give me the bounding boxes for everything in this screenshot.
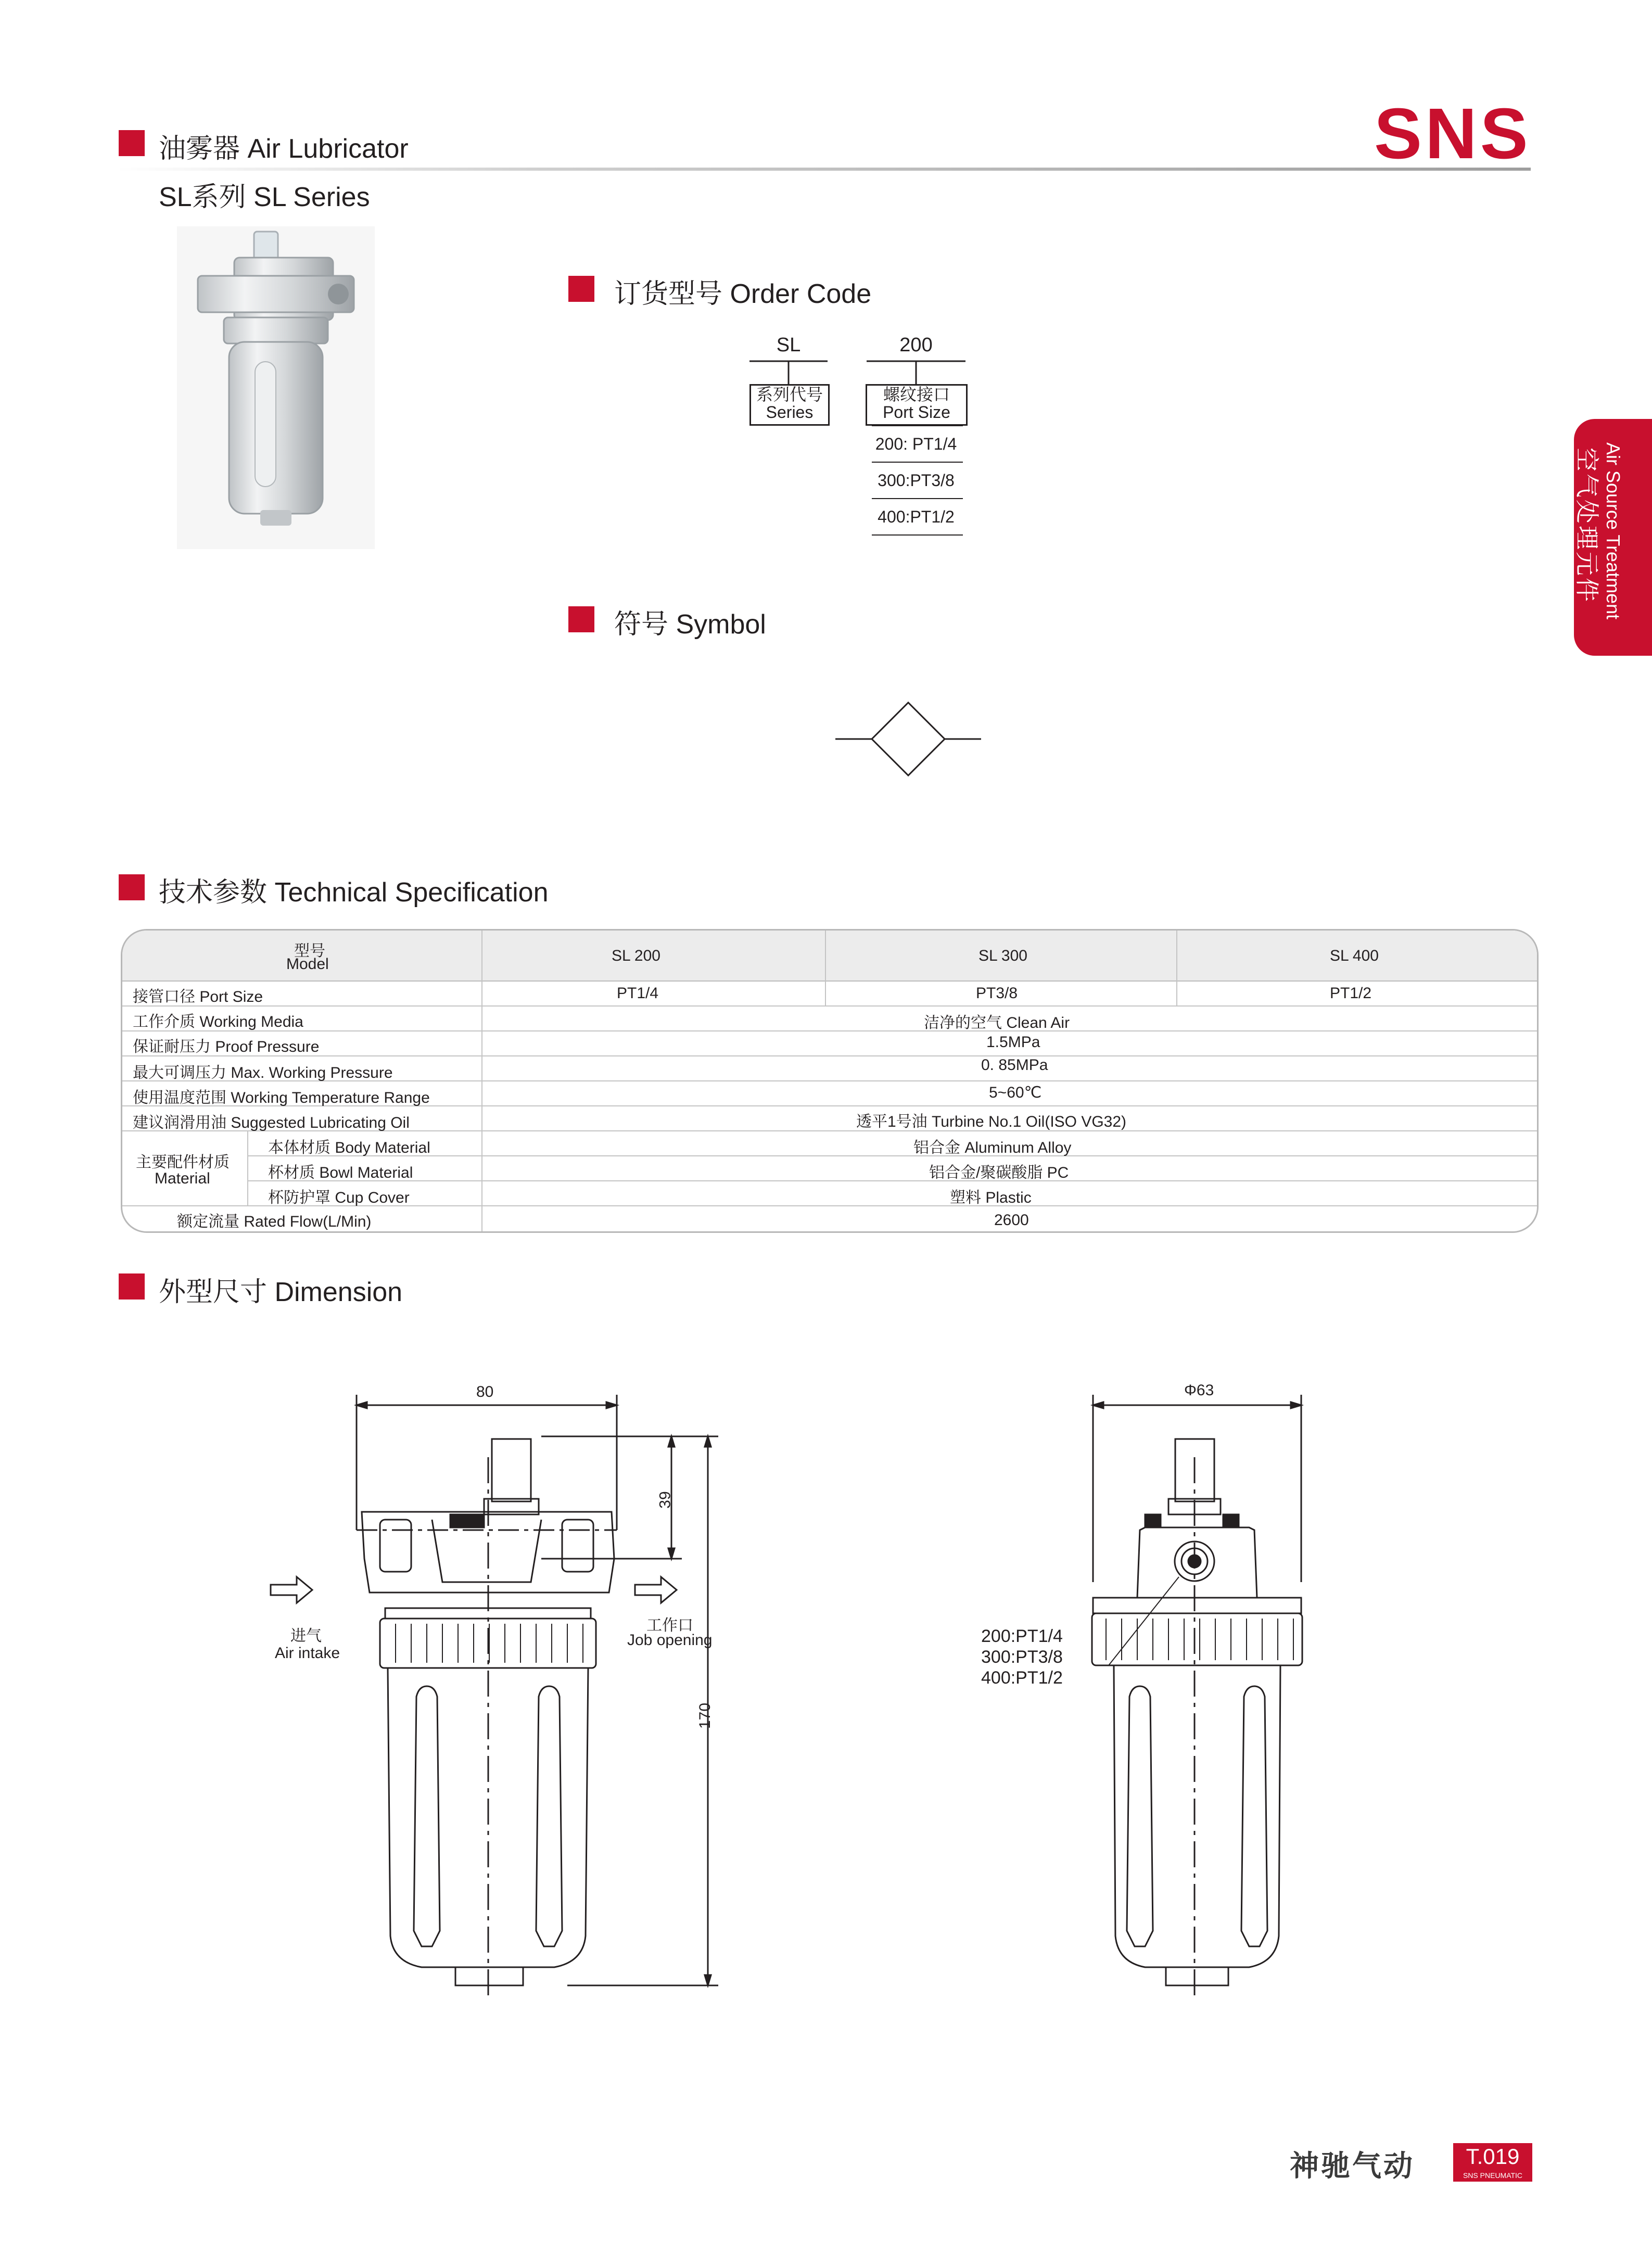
symbol-heading: 符号 Symbol [614,609,766,640]
material-row-value: 铝合金/聚碳酸脂 PC [929,1164,1069,1181]
spec-row-label: 工作介质 Working Media [133,1013,303,1030]
page-title: 油雾器 Air Lubricator [159,134,409,164]
inlet-label-en: Air intake [275,1645,340,1662]
port-option: 400:PT1/2 [878,507,955,526]
row-divider [247,1180,1537,1181]
header-model-en: Model [286,956,329,973]
page-sub: SNS PNEUMATIC [1463,2171,1523,2180]
material-row-label: 杯防护罩 Cup Cover [268,1189,410,1206]
spec-row-value: 透平1号油 Turbine No.1 Oil(ISO VG32) [856,1113,1127,1130]
series-box-en: Series [766,403,814,422]
side-tab-cn: 空气处理元件 [1573,448,1600,604]
dim-height-top: 39 [656,1491,674,1509]
col-divider [1176,931,1177,1005]
spec-row-value: 5~60℃ [989,1084,1042,1101]
material-row-value: 塑料 Plastic [950,1189,1032,1206]
order-code-heading: 订货型号 Order Code [614,279,872,309]
port-size-box-cn: 螺纹接口 [883,385,950,404]
port-label: 200:PT1/4 [981,1626,1063,1646]
footer-brand: 神驰气动 [1290,2149,1415,2182]
header-model-cn: 型号 [294,942,325,960]
spec-table [121,929,1539,1233]
order-code-port: 200 [899,334,933,356]
spec-header-row [122,931,1537,982]
material-label-en: Material [155,1170,210,1187]
dimension-heading: 外型尺寸 Dimension [159,1277,403,1307]
flow-value: 2600 [994,1212,1029,1229]
spec-row-label: 建议润滑用油 Suggested Lubricating Oil [133,1114,410,1131]
side-view-drawing [1083,1374,1322,1998]
front-view-drawing [260,1374,739,1998]
symbol-marker [568,606,594,632]
port-label: 400:PT1/2 [981,1668,1063,1688]
spec-heading: 技术参数 Technical Specification [159,877,549,908]
inlet-label-cn: 进气 [290,1627,322,1645]
row-divider [122,1005,1537,1007]
dim-height-total: 170 [696,1702,714,1729]
spec-row-label: 使用温度范围 Working Temperature Range [133,1089,430,1106]
spec-row-label: 最大可调压力 Max. Working Pressure [133,1064,393,1081]
col-divider [247,1130,248,1205]
title-marker [119,130,145,156]
row-divider [122,1030,1537,1031]
row-divider [122,1055,1537,1056]
side-tab-en: Air Source Treatment [1603,442,1624,620]
spec-row-value: 0. 85MPa [981,1056,1048,1074]
spec-row-value: 1.5MPa [986,1034,1040,1051]
port-size-box [866,384,968,426]
row-divider [247,1155,1537,1156]
page-code: T.019 [1466,2144,1520,2169]
model-header: SL 400 [1330,947,1379,964]
port-size-value: PT1/4 [617,985,659,1002]
spec-row-label: 保证耐压力 Proof Pressure [133,1038,320,1055]
model-header: SL 300 [979,947,1027,964]
spec-row-value: 洁净的空气 Clean Air [924,1014,1070,1031]
outlet-label-cn: 工作口 [646,1617,693,1634]
product-image [177,226,375,549]
flow-label: 额定流量 Rated Flow(L/Min) [177,1213,372,1230]
series-title: SL系列 SL Series [159,182,370,212]
port-size-box-en: Port Size [883,403,950,422]
material-row-label: 杯材质 Bowl Material [268,1164,413,1181]
series-box [749,384,830,426]
dim-diameter: Φ63 [1184,1382,1214,1399]
material-row-label: 本体材质 Body Material [268,1139,430,1156]
brand-logo: SNS [1374,94,1531,174]
header-divider [117,168,1531,171]
series-box-cn: 系列代号 [756,385,823,404]
spec-marker [119,874,145,900]
material-row-value: 铝合金 Aluminum Alloy [913,1139,1072,1156]
port-size-label: 接管口径 Port Size [133,988,263,1005]
port-size-value: PT3/8 [976,985,1018,1002]
port-option: 300:PT3/8 [878,471,955,490]
port-size-value: PT1/2 [1330,985,1372,1002]
col-divider [825,931,826,1005]
order-code-marker [568,276,594,302]
dim-width: 80 [476,1383,494,1400]
port-option: 200: PT1/4 [875,435,957,453]
port-label: 300:PT3/8 [981,1647,1063,1667]
model-header: SL 200 [612,947,660,964]
material-label-cn: 主要配件材质 [136,1154,230,1171]
lubricator-symbol [833,695,984,783]
dimension-marker [119,1273,145,1300]
outlet-label-en: Job opening [627,1632,713,1649]
order-code-series: SL [776,334,801,356]
